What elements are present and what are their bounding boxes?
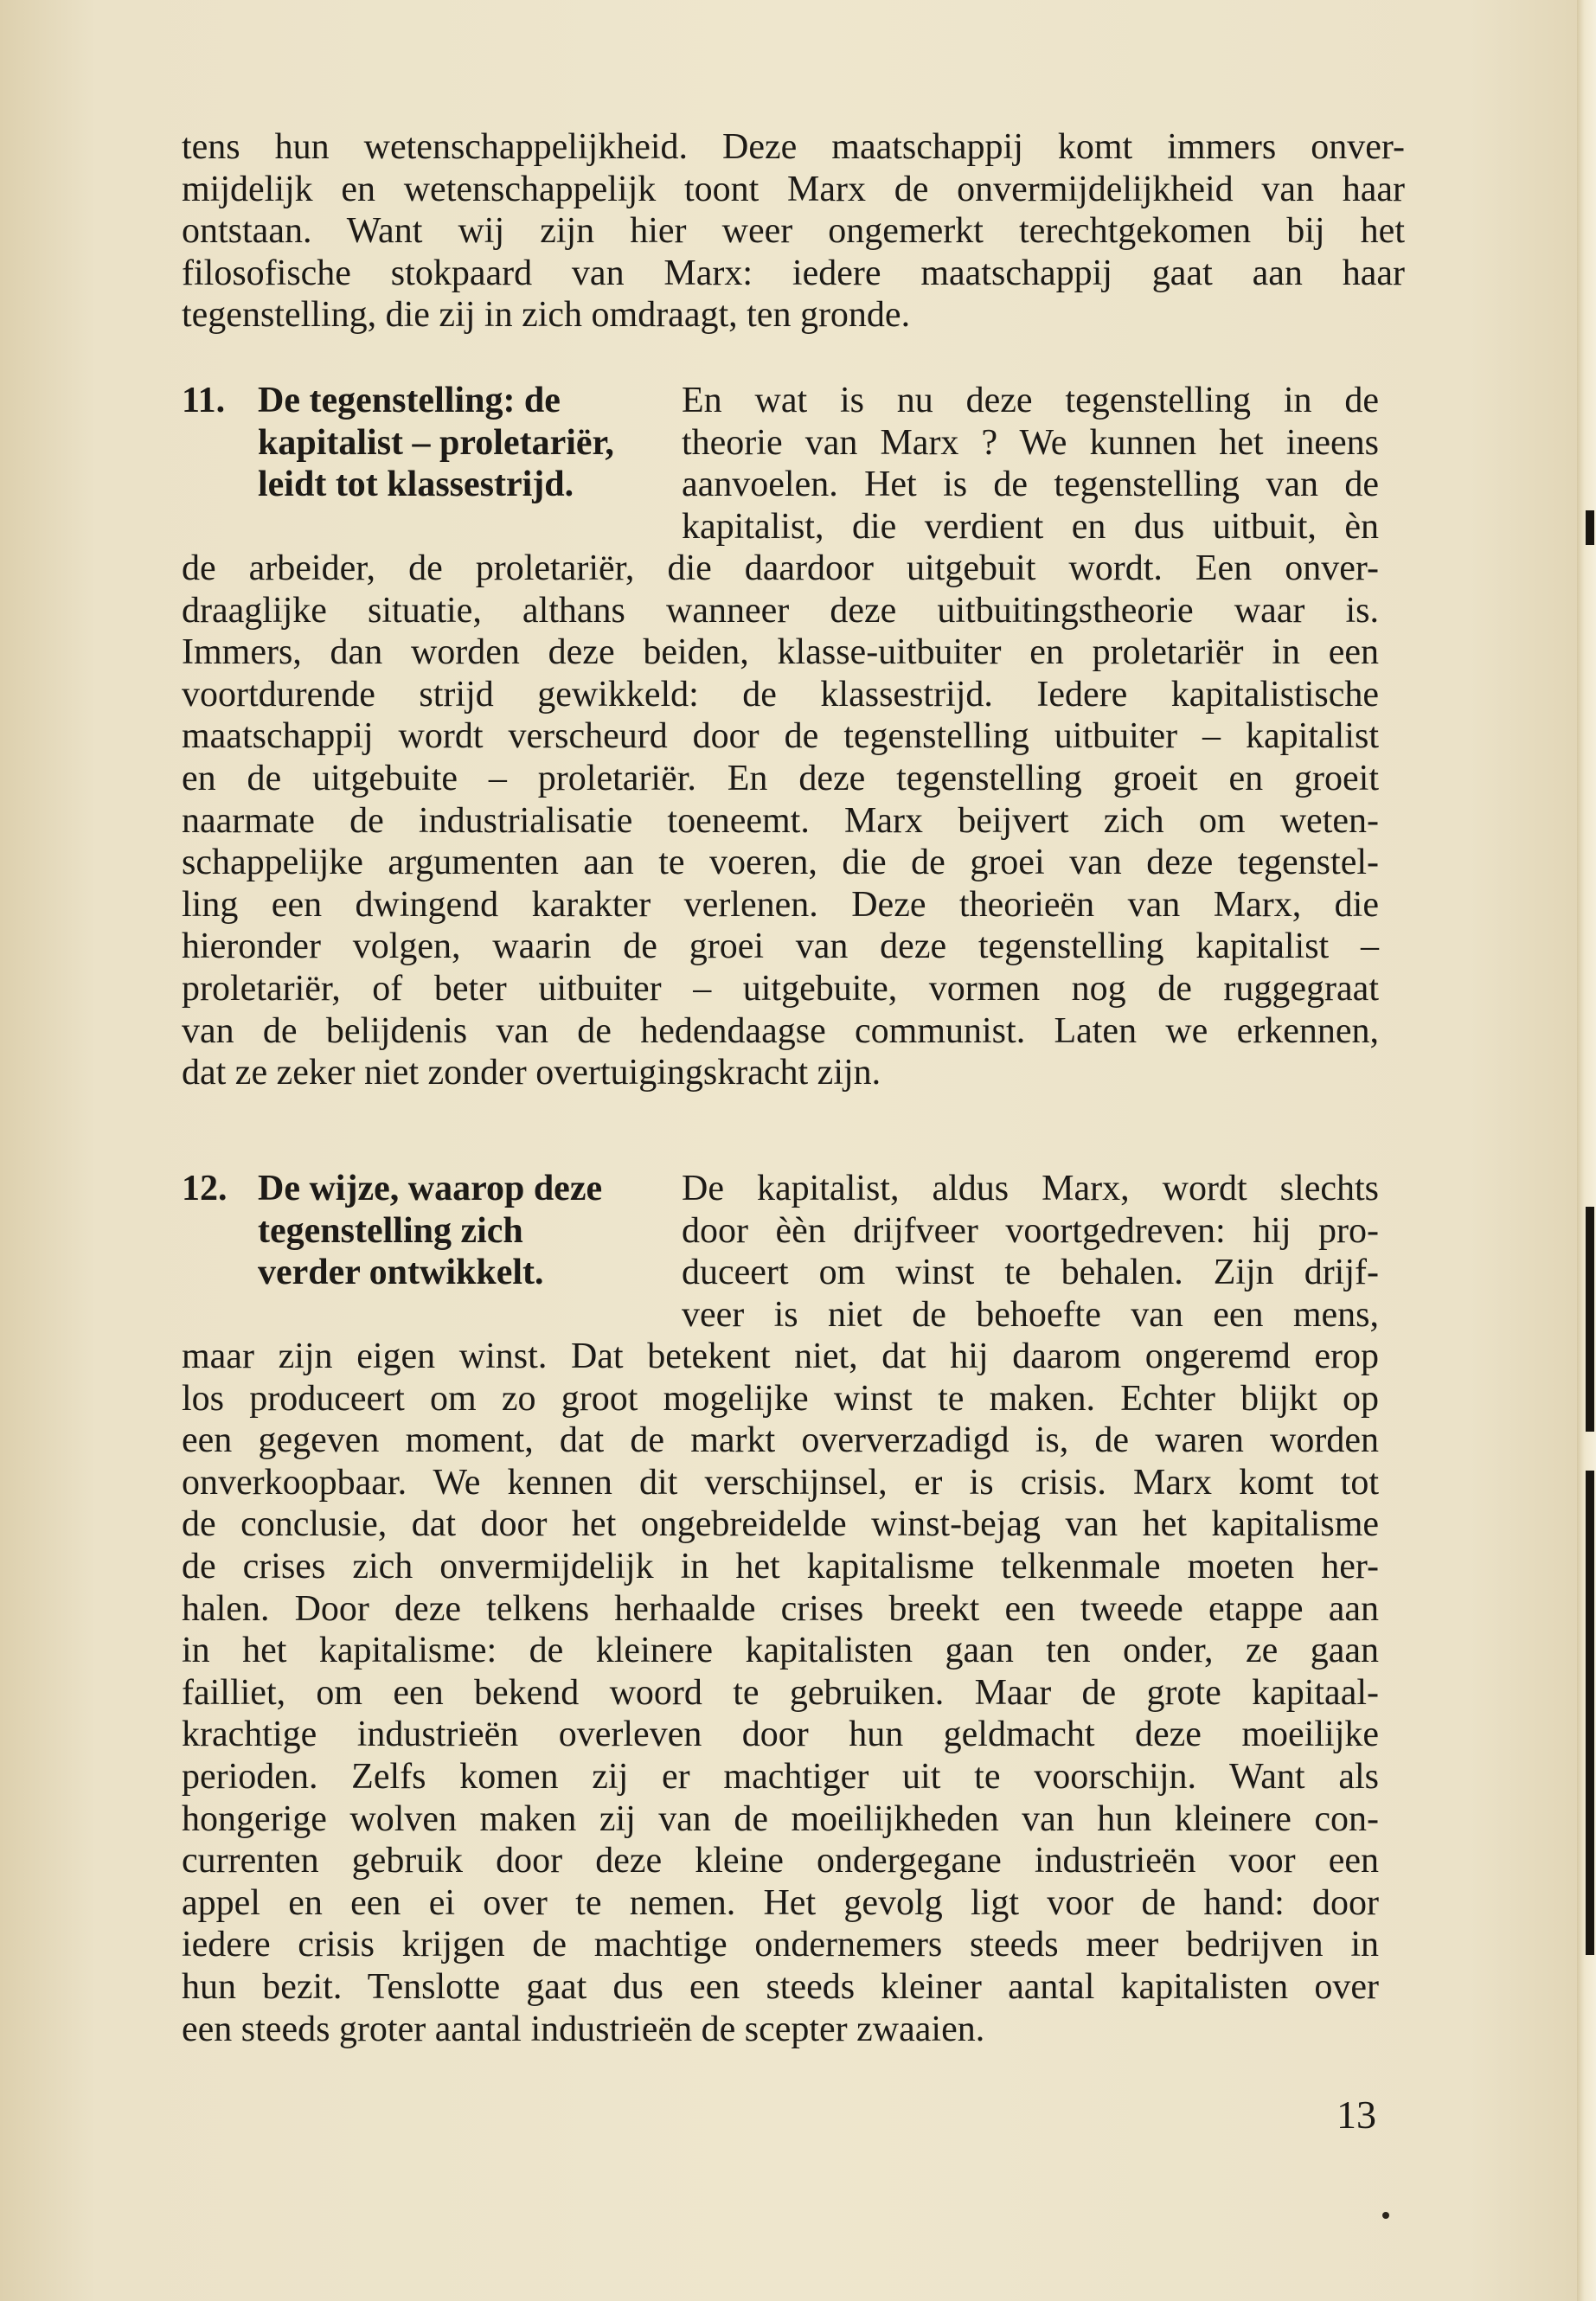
edge-mark xyxy=(1586,1471,1594,1955)
section-12-heading xyxy=(182,1168,631,1294)
text-line: los produceert om zo groot mogelijke winst te maken. Echter blijkt op xyxy=(182,1378,1379,1419)
section-12-side-text xyxy=(682,1168,1379,1336)
text-line: De kapitalist, aldus Marx, wordt slechts xyxy=(682,1169,1379,1208)
text-line: schappelijke argumenten aan te voeren, die de groei van deze tegenstel- xyxy=(182,843,1379,883)
text-line: naarmate de industrialisatie toeneemt. Marx beijvert zich om weten- xyxy=(182,800,1379,841)
text-line: de arbeider, de proletariër, die daardoor uitgebuit wordt. Een onver- xyxy=(182,548,1379,588)
text-line: hun bezit. Tenslotte gaat dus een steeds kleiner aantal kapitalisten over xyxy=(182,1966,1379,2007)
text-line: failliet, om een bekend woord te gebruiken. Maar de grote kapitaal- xyxy=(182,1672,1379,1713)
text-line: maatschappij wordt verscheurd door de tegenstelling uitbuiter – kapitalist xyxy=(182,716,1379,757)
text-line: onverkoopbaar. We kennen dit verschijnsel, er is crisis. Marx komt tot xyxy=(182,1462,1379,1503)
text-line: tegenstelling, die zij in zich omdraagt, ten gronde. xyxy=(182,295,911,336)
text-line: een gegeven moment, dat de markt oververzadigd is, de waren worden xyxy=(182,1420,1379,1461)
heading-line: kapitalist – proletariër, xyxy=(258,422,614,463)
intro-paragraph xyxy=(182,126,1405,336)
text-line: hieronder volgen, waarin de groei van deze tegenstelling kapitalist – xyxy=(182,926,1379,967)
heading-line: leidt tot klassestrijd. xyxy=(258,465,574,505)
text-line: en de uitgebuite – proletariër. En deze tegenstelling groeit en groeit xyxy=(182,758,1379,798)
text-line: draaglijke situatie, althans wanneer deze uitbuitingstheorie waar is. xyxy=(182,590,1379,631)
text-line: de crises zich onvermijdelijk in het kapitalisme telkenmale moeten her- xyxy=(182,1546,1379,1586)
text-line: de conclusie, dat door het ongebreidelde winst-bejag van het kapitalisme xyxy=(182,1504,1379,1545)
section-number: 11. xyxy=(182,381,226,420)
edge-mark xyxy=(1586,1207,1594,1432)
text-line: perioden. Zelfs komen zij er machtiger uit te voorschijn. Want als xyxy=(182,1756,1379,1797)
text-line: van de belijdenis van de hedendaagse communist. Laten we erkennen, xyxy=(182,1010,1379,1051)
text-line: proletariër, of beter uitbuiter – uitgebuite, vormen nog de ruggegraat xyxy=(182,968,1379,1009)
text-line: ontstaan. Want wij zijn hier weer ongemerkt terechtgekomen bij het xyxy=(182,211,1405,252)
text-line: in het kapitalisme: de kleinere kapitalisten gaan ten onder, ze gaan xyxy=(182,1631,1379,1671)
section-11-body xyxy=(182,548,1379,1094)
text-line: maar zijn eigen winst. Dat betekent niet, dat hij daarom ongeremd erop xyxy=(182,1336,1379,1376)
text-line: door èèn drijfveer voortgedreven: hij pro- xyxy=(682,1210,1379,1251)
section-11-heading xyxy=(182,380,631,506)
edge-mark xyxy=(1586,510,1594,545)
text-line: appel en een ei over te nemen. Het gevolg ligt voor de hand: door xyxy=(182,1882,1379,1923)
text-line: En wat is nu deze tegenstelling in de xyxy=(682,381,1379,420)
page-edge xyxy=(1577,0,1596,2301)
section-number: 12. xyxy=(182,1169,228,1208)
section-11-side-text xyxy=(682,380,1379,548)
text-line: halen. Door deze telkens herhaalde crises breekt een tweede etappe aan xyxy=(182,1588,1379,1629)
text-line: hongerige wolven maken zij van de moeilijkheden van hun kleinere con- xyxy=(182,1798,1379,1839)
text-line: voortdurende strijd gewikkeld: de klassestrijd. Iedere kapitalistische xyxy=(182,674,1379,715)
text-line: krachtige industrieën overleven door hun geldmacht deze moeilijke xyxy=(182,1715,1379,1755)
speck xyxy=(1382,2212,1389,2219)
section-12-body xyxy=(182,1336,1379,2050)
heading-line: verder ontwikkelt. xyxy=(258,1253,544,1293)
text-line: aanvoelen. Het is de tegenstelling van de xyxy=(682,465,1379,505)
text-line: een steeds groter aantal industrieën de scepter zwaaien. xyxy=(182,2009,985,2049)
text-line: theorie van Marx ? We kunnen het ineens xyxy=(682,422,1379,463)
text-line: kapitalist, die verdient en dus uitbuit, èn xyxy=(682,506,1379,547)
text-line: iedere crisis krijgen de machtige ondernemers steeds meer bedrijven in xyxy=(182,1925,1379,1965)
page-number: 13 xyxy=(1336,2093,1376,2137)
heading-line: De tegenstelling: de xyxy=(258,381,561,420)
text-line: currenten gebruik door deze kleine ondergegane industrieën voor een xyxy=(182,1841,1379,1881)
text-line: filosofische stokpaard van Marx: iedere maatschappij gaat aan haar xyxy=(182,253,1405,293)
text-line: ling een dwingend karakter verlenen. Deze theorieën van Marx, die xyxy=(182,884,1379,925)
heading-line: tegenstelling zich xyxy=(258,1210,523,1251)
text-line: Immers, dan worden deze beiden, klasse-uitbuiter en proletariër in een xyxy=(182,632,1379,673)
text-line: veer is niet de behoefte van een mens, xyxy=(682,1294,1379,1335)
text-line: dat ze zeker niet zonder overtuigingskracht zijn. xyxy=(182,1053,881,1093)
text-line: tens hun wetenschappelijkheid. Deze maatschappij komt immers onver- xyxy=(182,127,1405,167)
heading-line: De wijze, waarop deze xyxy=(258,1169,603,1208)
text-line: duceert om winst te behalen. Zijn drijf- xyxy=(682,1253,1379,1293)
text-line: mijdelijk en wetenschappelijk toont Marx de onvermijdelijkheid van haar xyxy=(182,169,1405,209)
